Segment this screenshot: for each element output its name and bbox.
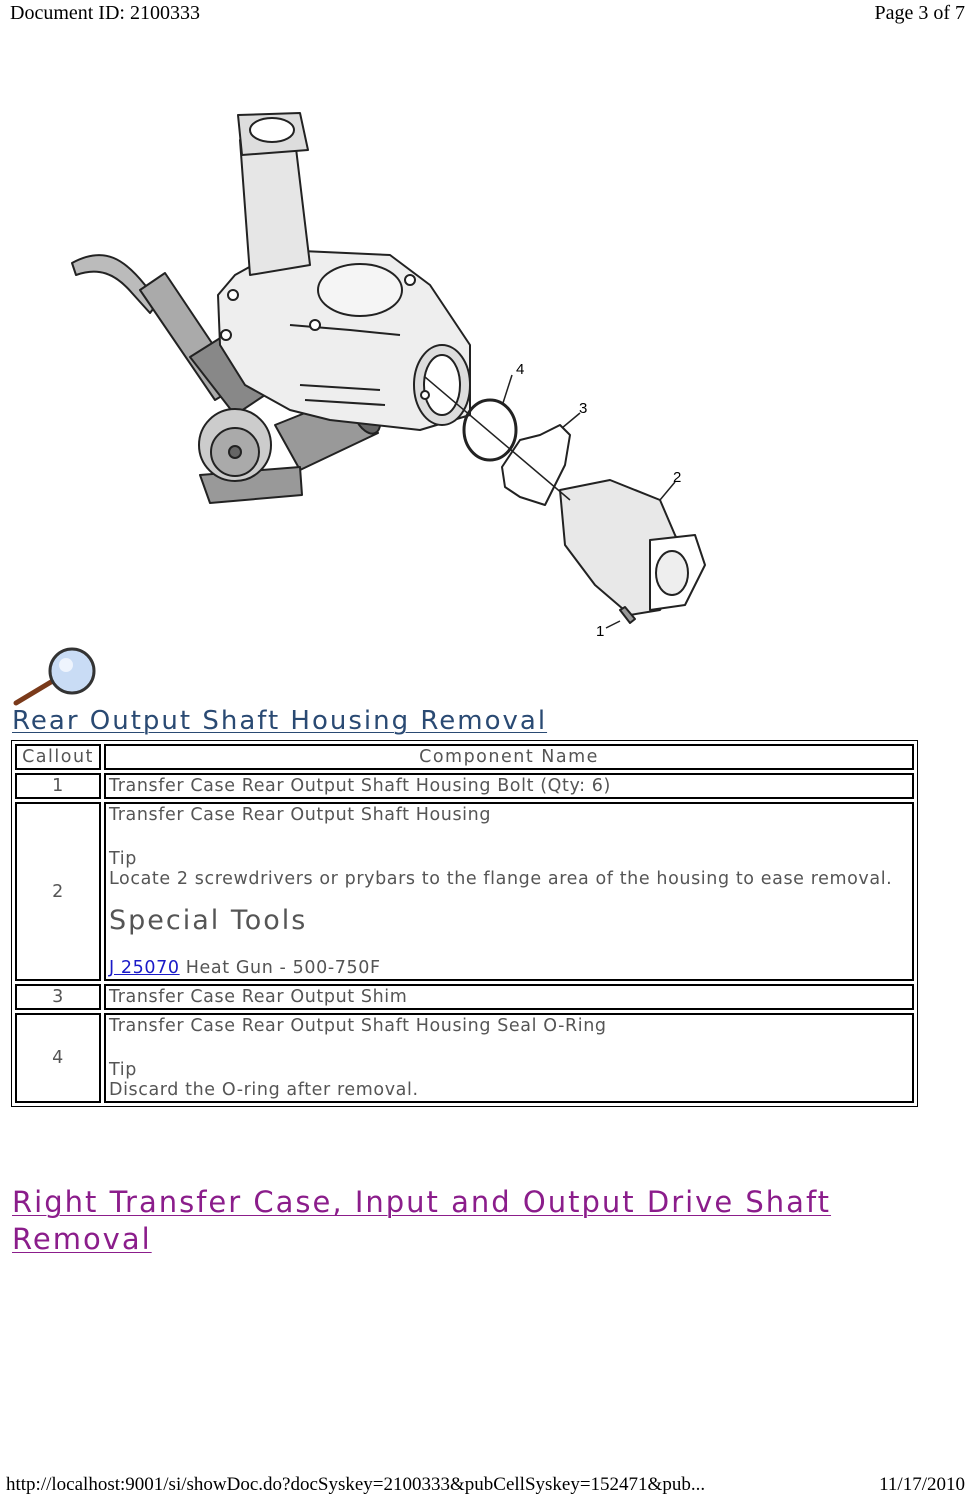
exploded-view-illustration [50, 95, 750, 655]
document-id: Document ID: 2100333 [10, 2, 200, 24]
component-name: Transfer Case Rear Output Shaft Housing Seal O-Ring [109, 1016, 607, 1036]
component-name-cell: Transfer Case Rear Output Shaft Housing Bolt (Qty: 6) [104, 773, 914, 799]
component-name-cell [104, 802, 914, 981]
column-header-callout: Callout [15, 744, 101, 770]
transfer-case-tube [240, 140, 310, 275]
callout-label-3: 3 [579, 400, 588, 417]
table-row [15, 1013, 914, 1103]
page-url: http://localhost:9001/si/showDoc.do?docSyskey=2100333&pubCellSyskey=152471&pub... [6, 1474, 706, 1495]
section-title-rear-output-shaft-housing-removal[interactable]: Rear Output Shaft Housing Removal [12, 706, 548, 736]
callout-cell: 1 [15, 773, 101, 799]
callout-label-1: 1 [596, 623, 605, 640]
callout-label-2: 2 [673, 469, 682, 486]
page-number: Page 3 of 7 [874, 2, 965, 24]
component-name: Transfer Case Rear Output Shaft Housing [109, 805, 492, 825]
print-date: 11/17/2010 [879, 1474, 965, 1495]
tool-line [109, 958, 909, 978]
table-row [15, 773, 914, 799]
components-table [11, 740, 918, 1107]
o-ring [464, 400, 516, 460]
component-name-cell: Transfer Case Rear Output Shim [104, 984, 914, 1010]
callout-label-4: 4 [516, 361, 525, 378]
section-title-right-transfer-case-removal[interactable]: Right Transfer Case, Input and Output Drive Shaft Removal [12, 1185, 832, 1256]
column-header-component-name: Component Name [104, 744, 914, 770]
tip-text: Locate 2 screwdrivers or prybars to the flange area of the housing to ease removal. [109, 869, 893, 889]
tool-link-j25070[interactable]: J 25070 [109, 958, 180, 978]
table-row [15, 802, 914, 981]
callout-cell: 3 [15, 984, 101, 1010]
table-header-row [15, 744, 914, 770]
tip-label: Tip [109, 849, 137, 869]
heat-gun-hose [72, 255, 160, 313]
tip-text: Discard the O-ring after removal. [109, 1080, 419, 1100]
table-row [15, 984, 914, 1010]
magnifier-icon[interactable] [10, 645, 102, 709]
callout-cell: 4 [15, 1013, 101, 1103]
tip-label: Tip [109, 1060, 137, 1080]
callout-cell: 2 [15, 802, 101, 981]
component-name-cell [104, 1013, 914, 1103]
special-tools-heading: Special Tools [109, 905, 308, 936]
tool-description: Heat Gun - 500-750F [179, 958, 381, 978]
